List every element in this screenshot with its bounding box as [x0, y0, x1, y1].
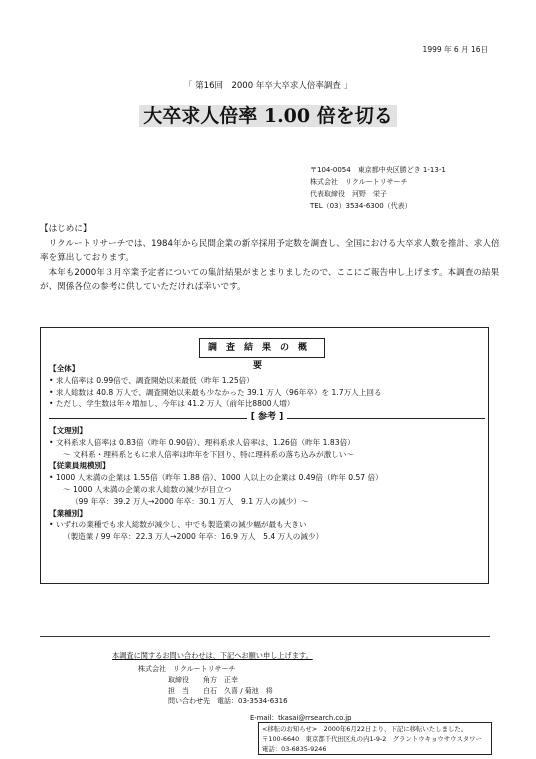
size-heading: 【従業員規模別】: [49, 461, 110, 471]
survey-subtitle: 「 第16回 2000 年卒大卒求人倍率調査 」: [183, 81, 353, 91]
notice-line-2: 〒100-6640 東京都千代田区丸の内1-9-2 グラントウキョウサウスタワー: [262, 735, 482, 743]
size-item-3: （99 年卒：39.2 万人→2000 年卒：30.1 万人 9.1 万人の減少）～: [71, 496, 309, 506]
contact-company: 株式会社 リクルートリサーチ: [138, 665, 236, 673]
summary-box: [40, 327, 489, 584]
sender-rep: 代表取締役 河野 栄子: [310, 190, 387, 198]
relocation-notice: [258, 722, 492, 755]
notice-line-3: 電話：03-6835-9246: [262, 745, 327, 753]
intro-paragraph-1: リクルートリサーチでは、1984年から民間企業の新卒採用予定数を調査し、全国における大卒求人数を推計、求人倍率を算出しております。: [40, 238, 500, 263]
intro-heading: 【はじめに】: [40, 224, 92, 234]
overall-item-2: • 求人総数は 40.8 万人で、調査開始以来最も少なかった 39.1 万人（96年卒）を 1.7万人上回る: [49, 387, 382, 397]
page-title: [0, 101, 536, 128]
contact-email: E-mail：tkasai@rrsearch.co.jp: [250, 714, 352, 722]
summary-content: [49, 363, 485, 543]
notice-line-1: <移転のお知らせ> 2000年6月22日より、下記に移転いたしました。: [262, 725, 468, 733]
sender-address: 〒104-0054 東京都中央区勝どき 1-13-1: [310, 166, 446, 174]
sender-company: 株式会社 リクルートリサーチ: [310, 178, 408, 186]
document-date: 1999 年 6 月 16日: [422, 45, 488, 54]
industry-item-2: （製造業 / 99 年卒：22.3 万人→2000 年卒：16.9 万人 5.4 万人の減少）: [63, 532, 324, 542]
sender-tel: TEL（03）3534-6300（代表）: [310, 202, 412, 210]
summary-box-title: 調査結果の概要: [199, 338, 325, 358]
field-heading: 【文理別】: [49, 425, 87, 435]
industry-item-1: • いずれの業種でも求人総数が減少し、中でも製造業の減少幅が最も大きい: [49, 520, 307, 530]
size-item-1: • 1000 人未満の企業は 1.55倍（昨年 1.88 倍）、1000 人以上の企業は 0.49倍（昨年 0.57 倍）: [49, 473, 383, 483]
overall-item-3: • ただし、学生数は年々増加し、今年は 41.2 万人（前年比8800人増）: [49, 399, 295, 409]
footer-divider: [40, 636, 490, 637]
intro-paragraph-2: 本年も2000年３月卒業予定者についての集計結果がまとまりましたので、ここにご報告申し上げます。本調査の結果が、関係各位の参考に供していただければ幸いです。: [40, 267, 500, 292]
industry-heading: 【業種別】: [49, 508, 87, 518]
sender-block: [310, 164, 446, 212]
field-item-1: • 文科系求人倍率は 0.83倍（昨年 0.90倍）、理科系求人倍率は、1.26倍（昨年 1.83倍）: [49, 437, 355, 447]
overall-heading: 【全体】: [49, 364, 80, 373]
intro-section: [40, 222, 500, 295]
size-item-2: ～ 1000 人未満の企業の求人総数の減少が目立つ: [63, 484, 232, 494]
contact-heading: 本調査に関するお問い合わせは、下記へお願い申し上げます。: [112, 651, 313, 660]
overall-item-1: • 求人倍率は 0.99倍で、調査開始以来最低（昨年 1.25倍）: [49, 375, 254, 385]
contact-line-1: 取締役 角方 正幸: [168, 675, 238, 684]
contact-line-3: 問い合わせ先 電話：03-3534-6316: [168, 697, 288, 706]
reference-divider: [49, 412, 485, 424]
reference-label: [ 参考 ]: [250, 412, 284, 423]
contact-line-2: 担 当 白石 久喜 / 菊池 将: [168, 686, 273, 695]
field-item-2: ～ 文科系・理科系ともに求人倍率は昨年を下回り、特に理科系の落ち込みが激しい～: [63, 449, 354, 459]
divider-line-left: [49, 418, 247, 419]
contact-block: [138, 664, 288, 707]
title-text: 大卒求人倍率 1.00 倍を切る: [139, 105, 397, 127]
divider-line-right: [287, 418, 485, 419]
